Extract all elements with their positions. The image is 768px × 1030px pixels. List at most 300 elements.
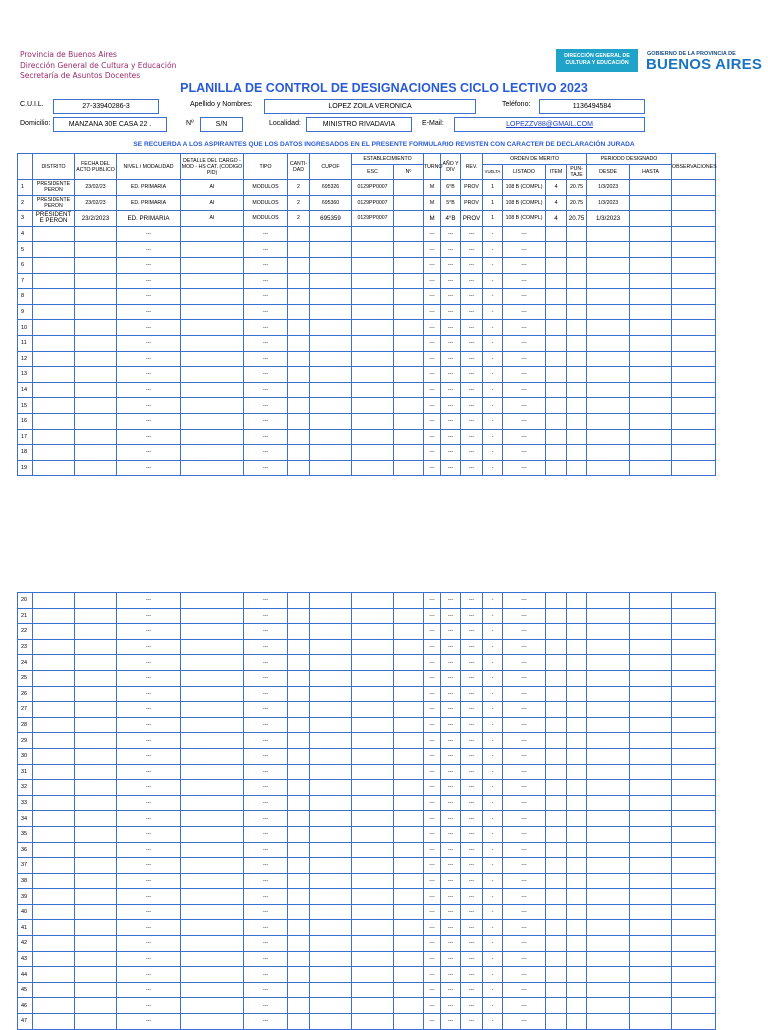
cell-anio-div[interactable]: --- [441, 764, 461, 780]
cell-desde[interactable] [587, 842, 630, 858]
cell-esc[interactable] [352, 320, 394, 336]
cell-cupof[interactable] [310, 858, 352, 874]
cell-num[interactable] [394, 257, 424, 273]
cell-anio-div[interactable]: --- [441, 795, 461, 811]
cell-hasta[interactable] [630, 320, 672, 336]
cell-fecha[interactable] [75, 593, 117, 609]
cell-esc[interactable] [352, 639, 394, 655]
cell-obs[interactable] [672, 889, 716, 905]
cell-detalle[interactable] [181, 982, 244, 998]
cell-item[interactable] [546, 242, 567, 258]
cell-desde[interactable] [587, 811, 630, 827]
cell-puntaje[interactable] [567, 936, 587, 952]
cell-rev[interactable]: --- [461, 795, 483, 811]
cell-num[interactable] [394, 936, 424, 952]
cell-rev[interactable]: --- [461, 904, 483, 920]
cell-turno[interactable]: --- [424, 289, 441, 305]
cell-n[interactable]: 14 [18, 382, 33, 398]
cell-item[interactable] [546, 382, 567, 398]
cell-detalle[interactable] [181, 951, 244, 967]
cell-item[interactable]: 4 [546, 211, 567, 227]
cell-puntaje[interactable] [567, 1014, 587, 1030]
cell-distrito[interactable] [33, 811, 75, 827]
cell-nivel[interactable]: --- [117, 351, 181, 367]
cell-n[interactable]: 2 [18, 195, 33, 211]
cell-num[interactable] [394, 780, 424, 796]
cell-item[interactable] [546, 460, 567, 476]
cell-cantidad[interactable] [288, 655, 310, 671]
cell-detalle[interactable] [181, 842, 244, 858]
cell-detalle[interactable] [181, 655, 244, 671]
cell-listado[interactable]: --- [503, 780, 546, 796]
cell-turno[interactable]: --- [424, 242, 441, 258]
cell-tipo[interactable]: --- [244, 702, 288, 718]
cell-detalle[interactable] [181, 382, 244, 398]
cell-n[interactable]: 22 [18, 624, 33, 640]
cell-hasta[interactable] [630, 624, 672, 640]
cell-tipo[interactable]: --- [244, 655, 288, 671]
cell-desde[interactable] [587, 717, 630, 733]
cell-vuelta[interactable]: 1 [483, 195, 503, 211]
cell-detalle[interactable] [181, 445, 244, 461]
cell-detalle[interactable] [181, 764, 244, 780]
cell-hasta[interactable] [630, 655, 672, 671]
cell-n[interactable]: 17 [18, 429, 33, 445]
cell-item[interactable] [546, 257, 567, 273]
cell-cantidad[interactable] [288, 936, 310, 952]
cell-detalle[interactable] [181, 795, 244, 811]
cell-cantidad[interactable] [288, 608, 310, 624]
cell-desde[interactable]: 1/3/2023 [587, 195, 630, 211]
cell-fecha[interactable] [75, 242, 117, 258]
cell-cantidad[interactable] [288, 904, 310, 920]
cell-desde[interactable] [587, 702, 630, 718]
cell-anio-div[interactable]: --- [441, 289, 461, 305]
cell-desde[interactable] [587, 445, 630, 461]
cell-cupof[interactable] [310, 624, 352, 640]
cell-desde[interactable] [587, 257, 630, 273]
cell-fecha[interactable] [75, 904, 117, 920]
cell-distrito[interactable] [33, 795, 75, 811]
cell-detalle[interactable] [181, 398, 244, 414]
cell-fecha[interactable] [75, 951, 117, 967]
cell-item[interactable] [546, 445, 567, 461]
cell-puntaje[interactable] [567, 811, 587, 827]
cell-rev[interactable]: PROV [461, 211, 483, 227]
cell-vuelta[interactable]: - [483, 982, 503, 998]
cell-nivel[interactable]: --- [117, 304, 181, 320]
cell-vuelta[interactable]: - [483, 639, 503, 655]
cell-obs[interactable] [672, 873, 716, 889]
cell-cantidad[interactable] [288, 382, 310, 398]
cell-n[interactable]: 23 [18, 639, 33, 655]
cell-n[interactable]: 9 [18, 304, 33, 320]
cell-rev[interactable]: --- [461, 335, 483, 351]
cell-cupof[interactable] [310, 795, 352, 811]
cell-detalle[interactable] [181, 780, 244, 796]
cell-tipo[interactable]: --- [244, 273, 288, 289]
cell-item[interactable] [546, 764, 567, 780]
cell-nivel[interactable]: --- [117, 811, 181, 827]
cell-detalle[interactable] [181, 748, 244, 764]
cell-vuelta[interactable]: - [483, 717, 503, 733]
cell-fecha[interactable] [75, 873, 117, 889]
cell-desde[interactable] [587, 639, 630, 655]
cell-esc[interactable] [352, 795, 394, 811]
cell-detalle[interactable] [181, 1014, 244, 1030]
cell-obs[interactable] [672, 733, 716, 749]
cell-esc[interactable] [352, 1014, 394, 1030]
cell-n[interactable]: 41 [18, 920, 33, 936]
cell-puntaje[interactable] [567, 717, 587, 733]
cell-hasta[interactable] [630, 398, 672, 414]
cell-n[interactable]: 18 [18, 445, 33, 461]
cell-num[interactable] [394, 608, 424, 624]
cell-distrito[interactable] [33, 686, 75, 702]
cell-nivel[interactable]: --- [117, 826, 181, 842]
cell-tipo[interactable]: --- [244, 811, 288, 827]
cell-obs[interactable] [672, 686, 716, 702]
cell-desde[interactable] [587, 226, 630, 242]
cell-vuelta[interactable]: 1 [483, 211, 503, 227]
cell-n[interactable]: 3 [18, 211, 33, 227]
cell-obs[interactable] [672, 998, 716, 1014]
cell-listado[interactable]: --- [503, 842, 546, 858]
cell-rev[interactable]: --- [461, 367, 483, 383]
cell-obs[interactable] [672, 748, 716, 764]
cell-fecha[interactable] [75, 780, 117, 796]
cell-cantidad[interactable] [288, 242, 310, 258]
cell-hasta[interactable] [630, 967, 672, 983]
cell-cupof[interactable]: 695326 [310, 180, 352, 196]
cell-nivel[interactable]: --- [117, 982, 181, 998]
cell-rev[interactable]: --- [461, 936, 483, 952]
cell-fecha[interactable] [75, 429, 117, 445]
cell-vuelta[interactable]: - [483, 936, 503, 952]
cell-nivel[interactable]: --- [117, 686, 181, 702]
cell-vuelta[interactable]: 1 [483, 180, 503, 196]
cell-rev[interactable]: --- [461, 655, 483, 671]
cell-rev[interactable]: --- [461, 780, 483, 796]
cell-turno[interactable]: --- [424, 670, 441, 686]
cell-obs[interactable] [672, 429, 716, 445]
cell-listado[interactable]: --- [503, 858, 546, 874]
cell-tipo[interactable]: --- [244, 686, 288, 702]
cell-n[interactable]: 16 [18, 413, 33, 429]
cell-n[interactable]: 7 [18, 273, 33, 289]
cell-hasta[interactable] [630, 242, 672, 258]
cell-item[interactable] [546, 967, 567, 983]
cell-obs[interactable] [672, 304, 716, 320]
cell-anio-div[interactable]: 5°B [441, 195, 461, 211]
cell-puntaje[interactable] [567, 593, 587, 609]
cell-n[interactable]: 47 [18, 1014, 33, 1030]
cell-detalle[interactable] [181, 304, 244, 320]
cell-cantidad[interactable] [288, 748, 310, 764]
cell-detalle[interactable] [181, 826, 244, 842]
cell-rev[interactable]: --- [461, 593, 483, 609]
cell-turno[interactable]: --- [424, 686, 441, 702]
cell-esc[interactable] [352, 429, 394, 445]
cell-num[interactable] [394, 655, 424, 671]
cell-distrito[interactable] [33, 655, 75, 671]
cell-nivel[interactable]: --- [117, 998, 181, 1014]
cell-listado[interactable]: --- [503, 686, 546, 702]
cell-anio-div[interactable]: --- [441, 780, 461, 796]
cell-distrito[interactable] [33, 304, 75, 320]
cell-nivel[interactable]: --- [117, 624, 181, 640]
cell-nivel[interactable]: --- [117, 335, 181, 351]
cell-fecha[interactable] [75, 748, 117, 764]
cell-hasta[interactable] [630, 1014, 672, 1030]
cell-num[interactable] [394, 858, 424, 874]
cell-item[interactable] [546, 998, 567, 1014]
cell-fecha[interactable] [75, 702, 117, 718]
cell-puntaje[interactable] [567, 273, 587, 289]
cell-puntaje[interactable] [567, 670, 587, 686]
cell-rev[interactable]: --- [461, 858, 483, 874]
cell-listado[interactable]: --- [503, 795, 546, 811]
cell-cantidad[interactable] [288, 593, 310, 609]
cell-fecha[interactable] [75, 382, 117, 398]
cell-item[interactable] [546, 289, 567, 305]
cell-detalle[interactable] [181, 702, 244, 718]
cell-puntaje[interactable] [567, 289, 587, 305]
cell-item[interactable] [546, 920, 567, 936]
cell-turno[interactable]: --- [424, 717, 441, 733]
cell-vuelta[interactable]: - [483, 273, 503, 289]
cell-anio-div[interactable]: --- [441, 624, 461, 640]
cell-anio-div[interactable]: --- [441, 413, 461, 429]
cell-num[interactable] [394, 889, 424, 905]
cell-esc[interactable] [352, 904, 394, 920]
cell-distrito[interactable] [33, 257, 75, 273]
cell-cantidad[interactable] [288, 717, 310, 733]
cell-cupof[interactable] [310, 460, 352, 476]
cell-listado[interactable]: --- [503, 335, 546, 351]
cell-vuelta[interactable]: - [483, 764, 503, 780]
cell-detalle[interactable] [181, 811, 244, 827]
cell-nivel[interactable]: --- [117, 1014, 181, 1030]
cell-detalle[interactable] [181, 998, 244, 1014]
cell-fecha[interactable] [75, 351, 117, 367]
cell-esc[interactable] [352, 858, 394, 874]
cell-anio-div[interactable]: 4°B [441, 211, 461, 227]
cell-puntaje[interactable] [567, 608, 587, 624]
cell-vuelta[interactable]: - [483, 858, 503, 874]
cell-fecha[interactable]: 23/2/2023 [75, 211, 117, 227]
cell-distrito[interactable] [33, 608, 75, 624]
cell-distrito[interactable] [33, 842, 75, 858]
cell-desde[interactable]: 1/3/2023 [587, 211, 630, 227]
cell-listado[interactable]: --- [503, 413, 546, 429]
cell-rev[interactable]: --- [461, 764, 483, 780]
cell-nivel[interactable]: --- [117, 733, 181, 749]
cell-cupof[interactable] [310, 936, 352, 952]
cell-nivel[interactable]: --- [117, 764, 181, 780]
cell-num[interactable] [394, 429, 424, 445]
cell-distrito[interactable] [33, 889, 75, 905]
cell-hasta[interactable] [630, 780, 672, 796]
cell-puntaje[interactable] [567, 242, 587, 258]
cell-hasta[interactable] [630, 702, 672, 718]
cell-turno[interactable]: M [424, 211, 441, 227]
cell-detalle[interactable] [181, 320, 244, 336]
cell-hasta[interactable] [630, 748, 672, 764]
cell-esc[interactable] [352, 717, 394, 733]
cell-puntaje[interactable] [567, 639, 587, 655]
cell-rev[interactable]: --- [461, 460, 483, 476]
cell-obs[interactable] [672, 982, 716, 998]
cell-cupof[interactable] [310, 1014, 352, 1030]
cell-tipo[interactable]: --- [244, 936, 288, 952]
cell-puntaje[interactable] [567, 624, 587, 640]
cell-listado[interactable]: --- [503, 320, 546, 336]
cell-fecha[interactable] [75, 624, 117, 640]
cell-cantidad[interactable] [288, 826, 310, 842]
cell-turno[interactable]: --- [424, 624, 441, 640]
cell-distrito[interactable] [33, 826, 75, 842]
cell-n[interactable]: 27 [18, 702, 33, 718]
cell-detalle[interactable] [181, 686, 244, 702]
cell-cupof[interactable] [310, 904, 352, 920]
cell-rev[interactable]: --- [461, 998, 483, 1014]
cell-vuelta[interactable]: - [483, 1014, 503, 1030]
cell-puntaje[interactable]: 20.75 [567, 195, 587, 211]
cell-cantidad[interactable] [288, 733, 310, 749]
cell-anio-div[interactable]: --- [441, 242, 461, 258]
cell-desde[interactable] [587, 967, 630, 983]
cell-nivel[interactable]: --- [117, 273, 181, 289]
cell-nivel[interactable]: --- [117, 289, 181, 305]
cell-nivel[interactable]: --- [117, 382, 181, 398]
cell-desde[interactable] [587, 748, 630, 764]
cell-nivel[interactable]: --- [117, 367, 181, 383]
cell-detalle[interactable] [181, 904, 244, 920]
cell-nivel[interactable]: --- [117, 398, 181, 414]
cell-obs[interactable] [672, 967, 716, 983]
email-field[interactable] [454, 117, 645, 132]
cell-listado[interactable]: --- [503, 289, 546, 305]
cell-item[interactable] [546, 304, 567, 320]
cell-desde[interactable] [587, 382, 630, 398]
cell-fecha[interactable] [75, 686, 117, 702]
cell-turno[interactable]: --- [424, 951, 441, 967]
cell-distrito[interactable] [33, 780, 75, 796]
cell-fecha[interactable] [75, 936, 117, 952]
cell-distrito[interactable] [33, 920, 75, 936]
cell-distrito[interactable] [33, 593, 75, 609]
cell-cupof[interactable] [310, 242, 352, 258]
cell-num[interactable] [394, 717, 424, 733]
cell-n[interactable]: 26 [18, 686, 33, 702]
cell-cantidad[interactable] [288, 226, 310, 242]
cell-fecha[interactable] [75, 670, 117, 686]
cell-anio-div[interactable]: --- [441, 608, 461, 624]
cell-vuelta[interactable]: - [483, 811, 503, 827]
cell-vuelta[interactable]: - [483, 842, 503, 858]
cell-turno[interactable]: --- [424, 593, 441, 609]
cell-num[interactable] [394, 242, 424, 258]
cell-desde[interactable] [587, 335, 630, 351]
cell-anio-div[interactable]: --- [441, 967, 461, 983]
cell-cantidad[interactable] [288, 304, 310, 320]
cell-item[interactable] [546, 1014, 567, 1030]
cell-turno[interactable]: --- [424, 936, 441, 952]
cell-num[interactable] [394, 670, 424, 686]
cell-nivel[interactable]: --- [117, 670, 181, 686]
cell-n[interactable]: 15 [18, 398, 33, 414]
cell-vuelta[interactable]: - [483, 748, 503, 764]
cell-fecha[interactable] [75, 304, 117, 320]
cell-n[interactable]: 39 [18, 889, 33, 905]
cell-detalle[interactable] [181, 226, 244, 242]
cell-listado[interactable]: --- [503, 670, 546, 686]
cell-puntaje[interactable] [567, 764, 587, 780]
cell-distrito[interactable] [33, 858, 75, 874]
cell-distrito[interactable] [33, 748, 75, 764]
cell-esc[interactable] [352, 655, 394, 671]
cell-fecha[interactable] [75, 733, 117, 749]
cell-turno[interactable]: --- [424, 445, 441, 461]
cell-cupof[interactable] [310, 702, 352, 718]
cell-listado[interactable]: --- [503, 764, 546, 780]
cell-listado[interactable]: --- [503, 624, 546, 640]
cell-distrito[interactable] [33, 998, 75, 1014]
cell-cupof[interactable] [310, 920, 352, 936]
cell-esc[interactable] [352, 460, 394, 476]
cell-nivel[interactable]: --- [117, 936, 181, 952]
cell-cantidad[interactable] [288, 460, 310, 476]
cell-detalle[interactable] [181, 351, 244, 367]
cell-obs[interactable] [672, 936, 716, 952]
cell-num[interactable] [394, 445, 424, 461]
cell-obs[interactable] [672, 655, 716, 671]
cell-hasta[interactable] [630, 257, 672, 273]
cell-vuelta[interactable]: - [483, 686, 503, 702]
cell-rev[interactable]: --- [461, 257, 483, 273]
cell-detalle[interactable] [181, 920, 244, 936]
cell-n[interactable]: 10 [18, 320, 33, 336]
cell-rev[interactable]: --- [461, 967, 483, 983]
cell-fecha[interactable] [75, 289, 117, 305]
cell-fecha[interactable] [75, 320, 117, 336]
cell-num[interactable] [394, 195, 424, 211]
cell-hasta[interactable] [630, 998, 672, 1014]
cell-obs[interactable] [672, 398, 716, 414]
cell-hasta[interactable] [630, 639, 672, 655]
cell-nivel[interactable]: --- [117, 795, 181, 811]
cell-cantidad[interactable] [288, 842, 310, 858]
cell-desde[interactable] [587, 670, 630, 686]
cell-hasta[interactable] [630, 717, 672, 733]
cell-distrito[interactable] [33, 670, 75, 686]
cell-fecha[interactable] [75, 257, 117, 273]
cell-detalle[interactable] [181, 733, 244, 749]
cell-turno[interactable]: --- [424, 639, 441, 655]
cell-hasta[interactable] [630, 367, 672, 383]
cell-hasta[interactable] [630, 304, 672, 320]
cell-esc[interactable] [352, 889, 394, 905]
cell-rev[interactable]: --- [461, 398, 483, 414]
cell-anio-div[interactable]: --- [441, 982, 461, 998]
cell-item[interactable] [546, 811, 567, 827]
cell-detalle[interactable] [181, 273, 244, 289]
cell-hasta[interactable] [630, 951, 672, 967]
cell-nivel[interactable]: --- [117, 858, 181, 874]
cell-rev[interactable]: --- [461, 811, 483, 827]
cell-fecha[interactable] [75, 811, 117, 827]
